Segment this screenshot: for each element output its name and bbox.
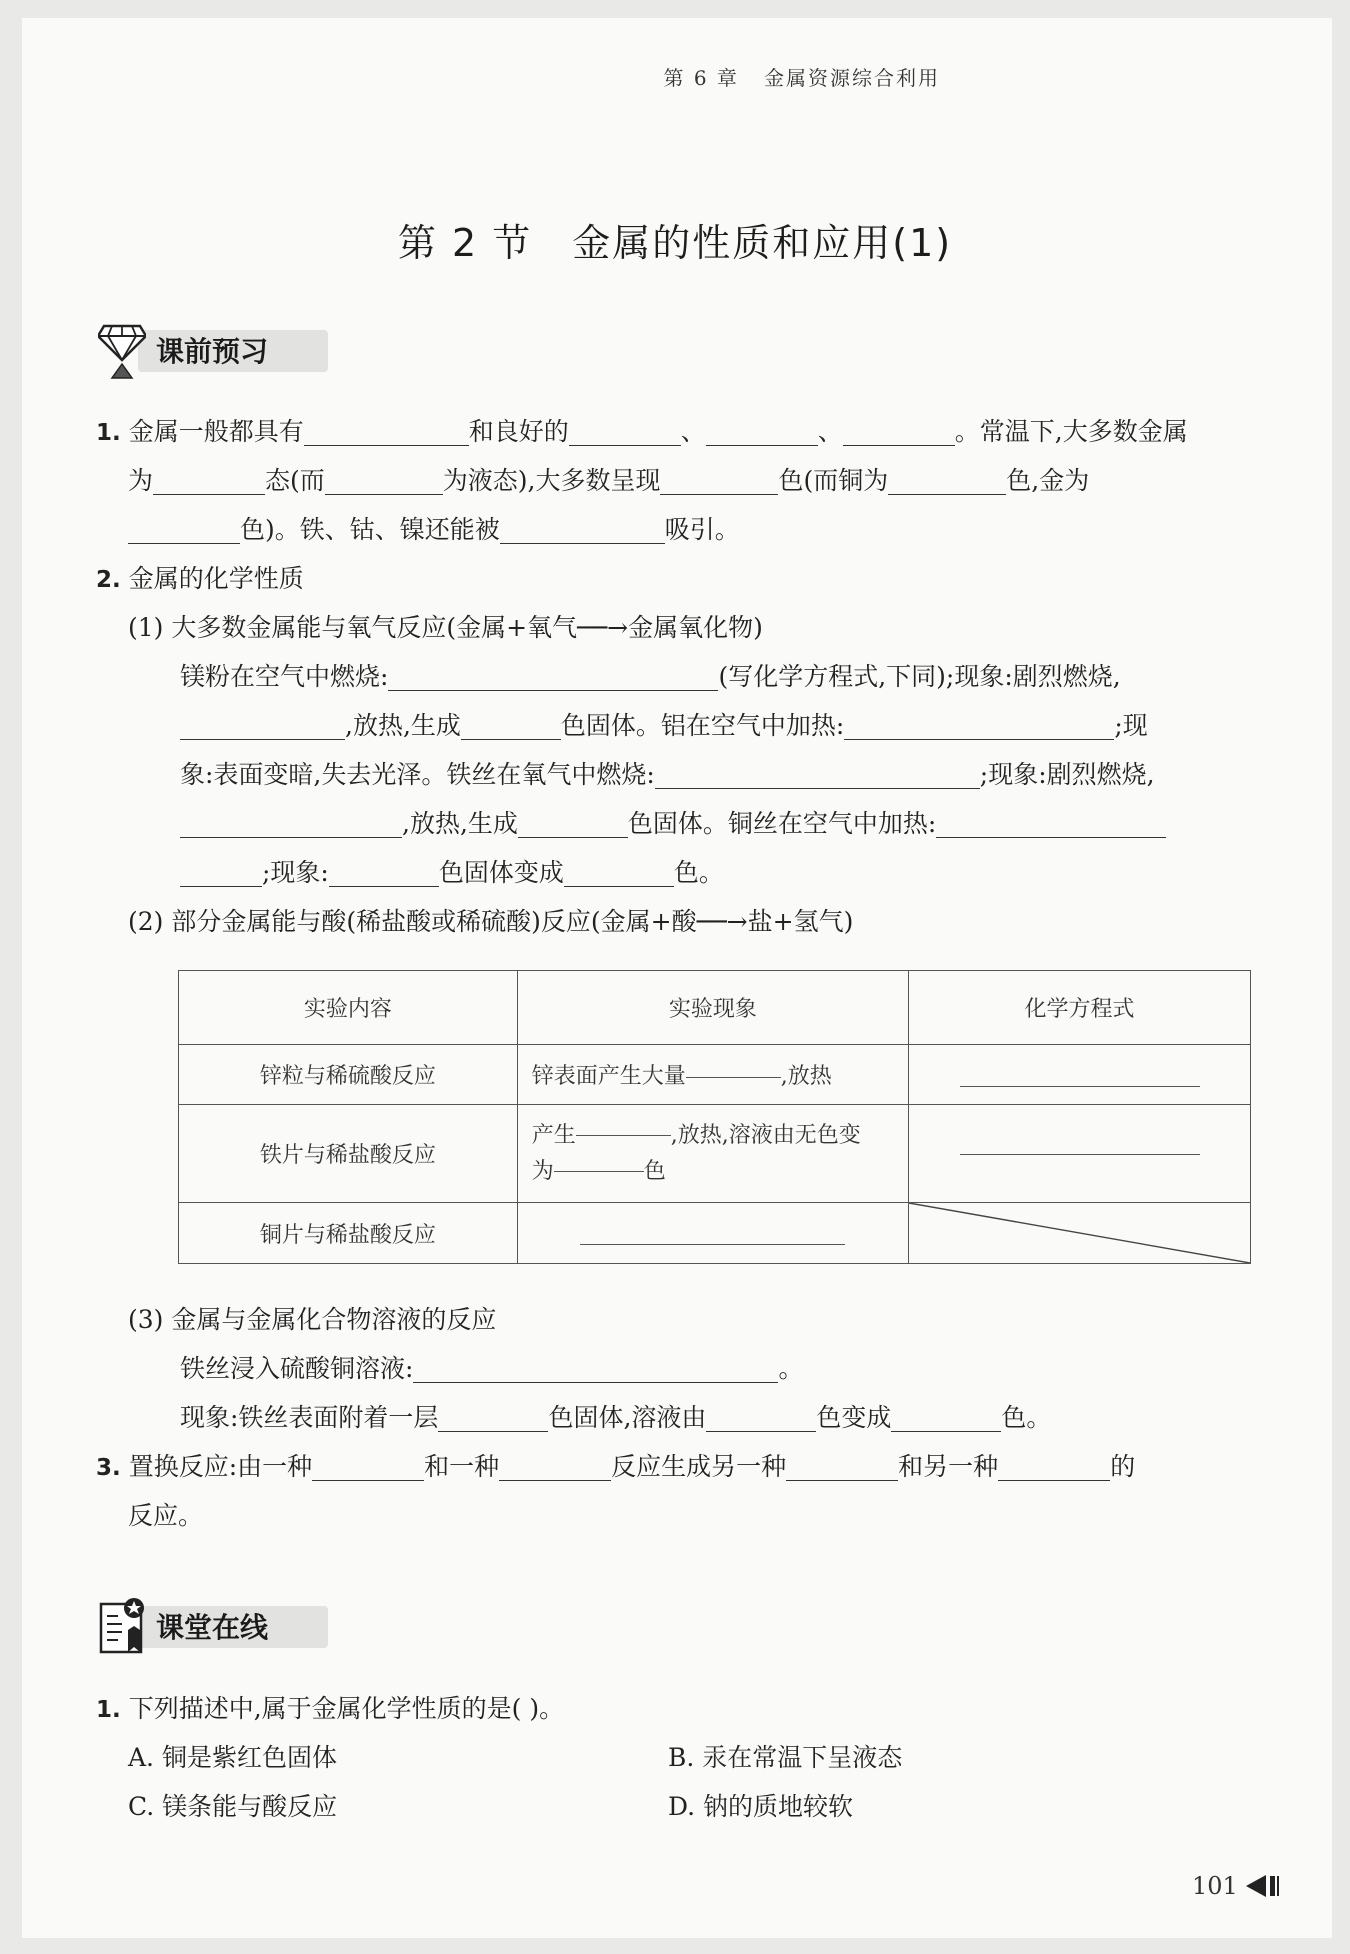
table-cell <box>909 1045 1251 1105</box>
column-header: 实验内容 <box>179 971 518 1045</box>
section-label: 课前预习 <box>156 335 269 368</box>
table-cell <box>909 1105 1251 1203</box>
option-a[interactable]: A. 铜是紫红色固体 <box>128 1743 337 1772</box>
table-row <box>179 1203 1251 1264</box>
q1-line-1: 1. 金属一般都具有 和良好的 、 、 。常温下,大多数金属 <box>96 407 1188 458</box>
table-header-row <box>179 971 1251 1045</box>
diamond-hourglass-icon <box>98 320 146 380</box>
diagonal-strike <box>909 1203 1250 1263</box>
section-heading-preview <box>98 320 358 380</box>
column-header: 化学方程式 <box>909 971 1251 1045</box>
option-c[interactable]: C. 镁条能与酸反应 <box>128 1792 338 1821</box>
table-cell: 产生 ,放热,溶液由无色变 为 色 <box>517 1105 908 1203</box>
option-b[interactable]: B. 汞在常温下呈液态 <box>668 1743 903 1772</box>
table-cell <box>517 1203 908 1264</box>
running-header: 第 6 章 金属资源综合利用 <box>663 66 940 90</box>
page-number: 101 <box>1192 1872 1280 1900</box>
q1-line-2: 为 态(而 为液态),大多数呈现 色(而铜为 色,金为 <box>128 456 1089 505</box>
q2-part3-heading: (3) 金属与金属化合物溶液的反应 <box>128 1305 497 1334</box>
table-cell: 铜片与稀盐酸反应 <box>179 1203 518 1264</box>
q2-p3-line-2: 现象:铁丝表面附着一层 色固体,溶液由 色变成 色。 <box>180 1393 1051 1442</box>
q1-line-3: 色)。铁、钴、镍还能被 吸引。 <box>128 505 740 554</box>
q2-p1-line-2: ,放热,生成 色固体。铝在空气中加热: ;现 <box>180 701 1148 750</box>
q2-part2-heading: (2) 部分金属能与酸(稀盐酸或稀硫酸)反应(金属+酸──→盐+氢气) <box>128 907 854 936</box>
q3-line-1: 3. 置换反应:由一种 和一种 反应生成另一种 和另一种 的 <box>96 1442 1135 1493</box>
table-cell: 锌粒与稀硫酸反应 <box>179 1045 518 1105</box>
table-cell: 铁片与稀盐酸反应 <box>179 1105 518 1203</box>
q2-p3-line-1: 铁丝浸入硫酸铜溶液: 。 <box>180 1344 803 1393</box>
table-cell-crossed <box>909 1203 1251 1264</box>
c1-question: 1. 下列描述中,属于金属化学性质的是( )。 <box>96 1694 565 1723</box>
page-marker-icon <box>1246 1875 1280 1897</box>
q2-p1-line-1: 镁粉在空气中燃烧: (写化学方程式,下同);现象:剧烈燃烧, <box>180 652 1121 701</box>
table-cell: 锌表面产生大量 ,放热 <box>517 1045 908 1105</box>
section-heading-classroom <box>98 1596 358 1656</box>
q2-p1-line-5: ;现象: 色固体变成 色。 <box>180 848 724 897</box>
q2-part1-heading: (1) 大多数金属能与氧气反应(金属+氧气──→金属氧化物) <box>128 613 763 642</box>
table-row <box>179 1045 1251 1105</box>
column-header: 实验现象 <box>517 971 908 1045</box>
table-row <box>179 1105 1251 1203</box>
q2-p1-line-4: ,放热,生成 色固体。铜丝在空气中加热: <box>180 799 1166 848</box>
q2-p1-line-3: 象:表面变暗,失去光泽。铁丝在氧气中燃烧: ;现象:剧烈燃烧, <box>180 750 1155 799</box>
section-label: 课堂在线 <box>156 1611 269 1644</box>
notebook-star-icon <box>98 1596 150 1656</box>
option-d[interactable]: D. 钠的质地较软 <box>668 1792 854 1821</box>
q2-heading: 2. 金属的化学性质 <box>96 564 304 593</box>
experiment-table <box>178 970 1251 1264</box>
page-title: 第 2 节 金属的性质和应用(1) <box>397 221 953 265</box>
q3-line-2: 反应。 <box>128 1501 204 1530</box>
